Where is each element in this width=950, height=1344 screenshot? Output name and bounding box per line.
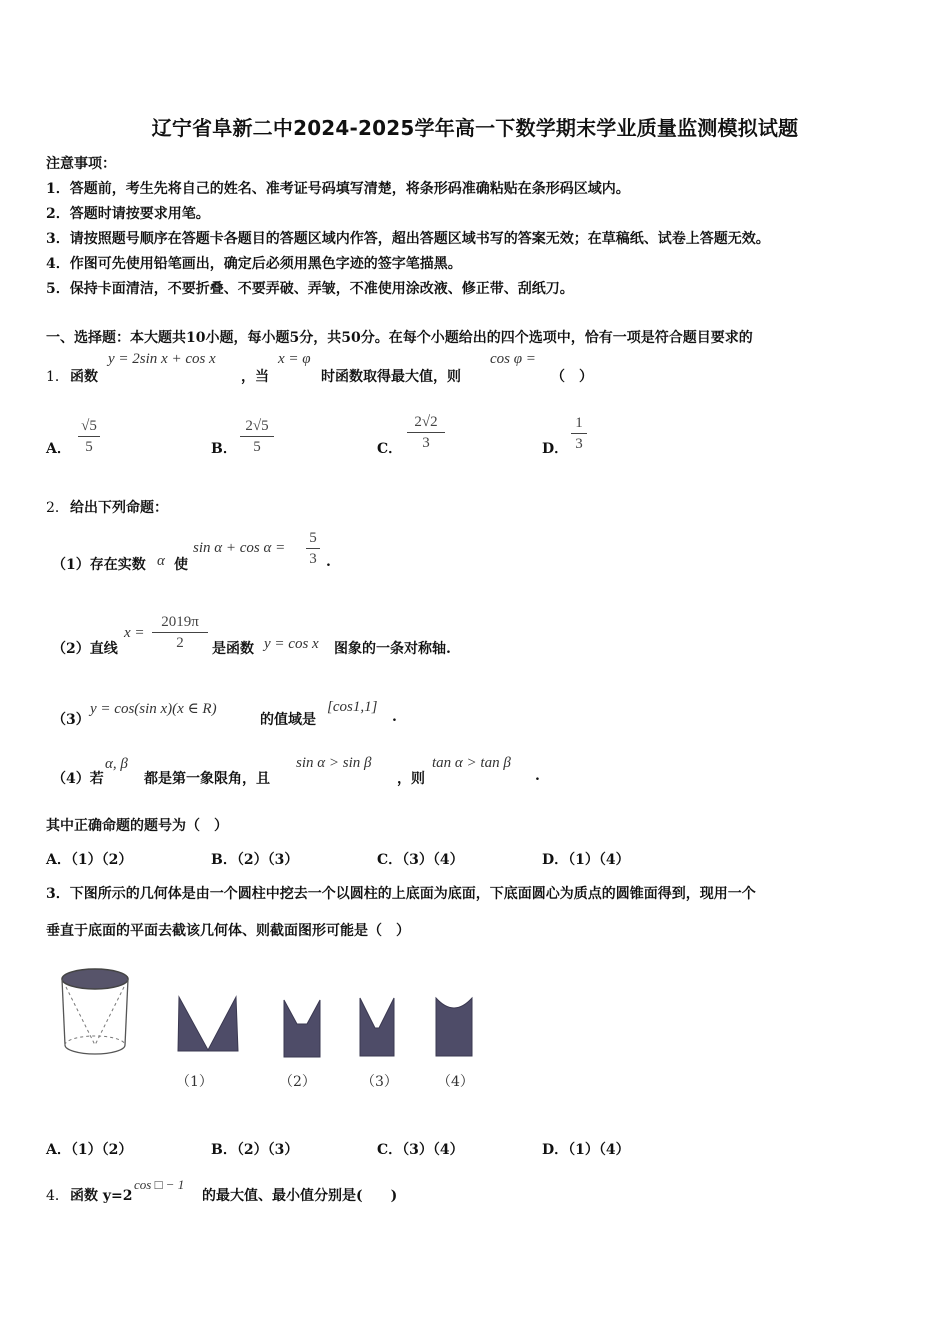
q2-p4-text-b: 都是第一象限角，且 [144, 771, 270, 787]
q1-option-c-denominator: 3 [422, 435, 430, 451]
q2-p1-text-a: （1）存在实数 [52, 557, 146, 573]
q2-p4-variables: α, β [105, 756, 128, 772]
q2-p1-formula: sin α + cos α = [193, 540, 286, 556]
figure-caption-4: （4） [437, 1074, 474, 1090]
q2-p2-text-a: （2）直线 [52, 641, 118, 657]
cross-section-3 [358, 996, 396, 1058]
notice-header: 注意事项： [46, 156, 116, 172]
fraction-bar [407, 432, 445, 433]
q1-paren: （ ） [551, 369, 593, 385]
figure-caption-2: （2） [279, 1074, 316, 1090]
q1-option-b-numerator: 2√5 [245, 418, 269, 434]
q1-option-d-denominator: 3 [575, 436, 583, 452]
q2-p3-range: [cos1,1] [327, 699, 378, 715]
q1-option-d-fraction [571, 414, 587, 453]
q2-p1-text-b: 使 [174, 557, 188, 573]
figure-caption-3: （3） [361, 1074, 398, 1090]
q2-p3-text-a: （3） [52, 712, 90, 728]
q1-ask: cos φ = [490, 351, 536, 367]
q1-option-b-label: B． [211, 441, 237, 457]
fraction-bar [571, 433, 587, 434]
q2-p2-denominator: 2 [176, 635, 184, 651]
notice-item-2: 2．答题时请按要求用笔。 [46, 206, 210, 222]
q2-p2-lhs: x = [124, 625, 145, 641]
q2-p1-numerator: 5 [309, 530, 317, 546]
cross-section-4 [434, 996, 474, 1058]
q2-p1-fraction [306, 529, 320, 568]
q1-option-c-fraction [407, 413, 445, 452]
q1-condition: x = φ [278, 351, 311, 367]
q3-line-2: 垂直于底面的平面去截该几何体、则截面图形可能是（ ） [46, 923, 410, 939]
cross-section-2 [283, 998, 321, 1058]
q2-p3-end: . [392, 709, 397, 725]
q1-option-a-denominator: 5 [85, 439, 93, 455]
fraction-bar [152, 632, 208, 633]
q3-option-d: D．（1）（4） [542, 1142, 630, 1158]
q2-p2-fraction [152, 613, 208, 652]
q2-p1-variable: α [157, 553, 165, 569]
q1-option-a-numerator: √5 [81, 418, 97, 434]
fraction-bar [78, 436, 100, 437]
q1-option-a-fraction [78, 417, 100, 456]
q2-ask: 其中正确命题的题号为（ ） [46, 818, 228, 834]
q2-option-d: D．（1）（4） [542, 852, 630, 868]
q2-option-c: C．（3）（4） [377, 852, 464, 868]
q3-option-a: A．（1）（2） [46, 1142, 133, 1158]
q2-option-b: B．（2）（3） [211, 852, 299, 868]
q3-option-c: C．（3）（4） [377, 1142, 464, 1158]
section-header: 一、选择题：本大题共10小题，每小题5分，共50分。在每个小题给出的四个选项中，恰有一项是符合题目要求的 [46, 330, 753, 346]
q2-p2-text-c: 图象的一条对称轴. [334, 641, 451, 657]
fraction-bar [306, 548, 320, 549]
q4-number: 4． [46, 1188, 69, 1204]
q2-p3-formula: y = cos(sin x)(x ∈ R) [90, 701, 217, 717]
q1-text-1: 函数 [70, 369, 98, 385]
q2-p1-denominator: 3 [309, 551, 317, 567]
q1-option-c-numerator: 2√2 [414, 414, 438, 430]
q2-p1-end: . [326, 554, 331, 570]
q2-p4-condition: sin α > sin β [296, 755, 372, 771]
q1-option-d-label: D． [542, 441, 569, 457]
q4-exponent: cos □ − 1 [134, 1177, 185, 1192]
q1-option-a-label: A． [46, 441, 71, 457]
q2-option-a: A．（1）（2） [46, 852, 133, 868]
figure-caption-1: （1） [176, 1074, 213, 1090]
notice-item-1: 1．答题前，考生先将自己的姓名、准考证号码填写清楚，将条形码准确粘贴在条形码区域内。 [46, 181, 630, 197]
fraction-bar [240, 436, 274, 437]
q2-number: 2． [46, 500, 69, 516]
q2-p2-function: y = cos x [264, 636, 319, 652]
q1-option-d-numerator: 1 [575, 415, 583, 431]
q4-text-2: 的最大值、最小值分别是( ) [202, 1188, 398, 1204]
q2-stem: 给出下列命题： [70, 500, 168, 516]
q1-formula: y = 2sin x + cos x [108, 351, 216, 367]
q2-p3-text-b: 的值域是 [260, 712, 316, 728]
q4-text-1: 函数 y=2 [70, 1188, 133, 1204]
q2-p2-numerator: 2019π [161, 614, 199, 630]
q2-p4-text-a: （4）若 [52, 771, 104, 787]
q3-line-1: 3．下图所示的几何体是由一个圆柱中挖去一个以圆柱的上底面为底面，下底面圆心为质点的圆锥面得到，现用一个 [46, 886, 756, 902]
q1-number: 1． [46, 369, 69, 385]
notice-item-3: 3．请按照题号顺序在答题卡各题目的答题区域内作答，超出答题区域书写的答案无效；在草稿纸、试卷上答题无效。 [46, 231, 770, 247]
q1-option-b-denominator: 5 [253, 439, 261, 455]
q1-option-b-fraction [240, 417, 274, 456]
notice-item-5: 5．保持卡面清洁，不要折叠、不要弄破、弄皱，不准使用涂改液、修正带、刮纸刀。 [46, 281, 574, 297]
q2-p2-text-b: 是函数 [212, 641, 254, 657]
q2-p4-text-c: ，则 [397, 771, 425, 787]
cross-section-1 [178, 995, 238, 1055]
q2-p4-end: . [535, 768, 540, 784]
q3-option-b: B．（2）（3） [211, 1142, 299, 1158]
notice-item-4: 4．作图可先使用铅笔画出，确定后必须用黑色字迹的签字笔描黑。 [46, 256, 462, 272]
cylinder-figure [58, 965, 134, 1060]
q1-text-2: ，当 [241, 369, 269, 385]
q1-option-c-label: C． [377, 441, 403, 457]
page-title: 辽宁省阜新二中2024-2025学年高一下数学期末学业质量监测模拟试题 [151, 116, 799, 140]
q1-text-3: 时函数取得最大值，则 [321, 369, 461, 385]
q2-p4-conclusion: tan α > tan β [432, 755, 511, 771]
